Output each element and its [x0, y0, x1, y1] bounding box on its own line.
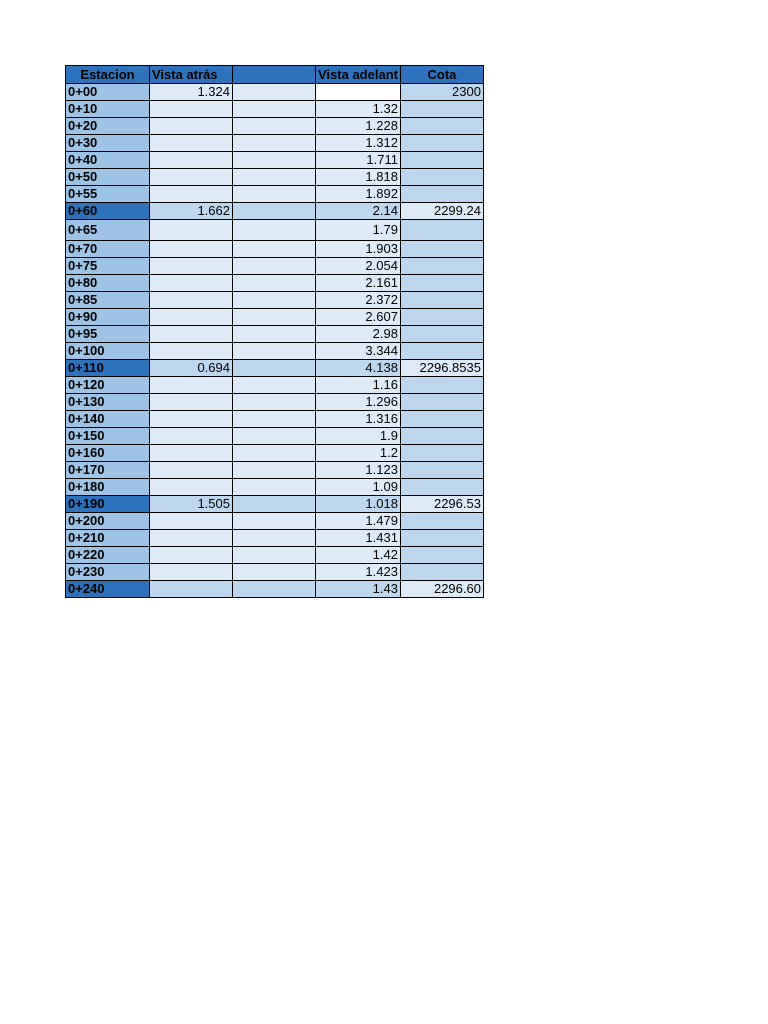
cell-vista-adelante[interactable]: 1.431 [316, 530, 401, 547]
table-row [66, 258, 484, 275]
cell-empty[interactable] [233, 547, 316, 564]
cell-vista-adelante[interactable]: 1.312 [316, 135, 401, 152]
cell-estacion[interactable]: 0+220 [66, 547, 150, 564]
cell-cota[interactable] [400, 292, 483, 309]
cell-empty[interactable] [233, 84, 316, 101]
cell-vista-adelante[interactable] [316, 84, 401, 101]
cell-vista-adelante[interactable]: 1.018 [316, 496, 401, 513]
table-row [66, 479, 484, 496]
table-row [66, 394, 484, 411]
cell-estacion[interactable]: 0+75 [66, 258, 150, 275]
cell-estacion[interactable]: 0+30 [66, 135, 150, 152]
cell-estacion[interactable]: 0+40 [66, 152, 150, 169]
cell-cota[interactable] [400, 513, 483, 530]
cell-cota[interactable] [400, 377, 483, 394]
cell-empty[interactable] [233, 169, 316, 186]
cell-vista-adelante[interactable]: 1.903 [316, 241, 401, 258]
cell-cota[interactable] [400, 135, 483, 152]
cell-vista-atras[interactable] [150, 169, 233, 186]
cell-estacion[interactable]: 0+240 [66, 581, 150, 598]
cell-cota[interactable]: 2296.60 [400, 581, 483, 598]
cell-empty[interactable] [233, 581, 316, 598]
cell-estacion[interactable]: 0+140 [66, 411, 150, 428]
cell-vista-atras[interactable] [150, 292, 233, 309]
cell-empty[interactable] [233, 479, 316, 496]
cell-vista-adelante[interactable]: 1.892 [316, 186, 401, 203]
cell-estacion[interactable]: 0+210 [66, 530, 150, 547]
cell-cota[interactable] [400, 118, 483, 135]
table-row [66, 411, 484, 428]
cell-cota[interactable] [400, 547, 483, 564]
cell-estacion[interactable]: 0+110 [66, 360, 150, 377]
cell-vista-adelante[interactable]: 1.09 [316, 479, 401, 496]
cell-estacion[interactable]: 0+170 [66, 462, 150, 479]
cell-vista-atras[interactable] [150, 258, 233, 275]
cell-vista-atras[interactable] [150, 377, 233, 394]
cell-cota[interactable]: 2300 [400, 84, 483, 101]
cell-estacion[interactable]: 0+200 [66, 513, 150, 530]
cell-estacion[interactable]: 0+95 [66, 326, 150, 343]
cell-empty[interactable] [233, 118, 316, 135]
cell-estacion[interactable]: 0+50 [66, 169, 150, 186]
cell-estacion[interactable]: 0+190 [66, 496, 150, 513]
cell-estacion[interactable]: 0+65 [66, 220, 150, 241]
cell-empty[interactable] [233, 513, 316, 530]
cell-vista-adelante[interactable]: 1.43 [316, 581, 401, 598]
table-row [66, 377, 484, 394]
cell-vista-adelante[interactable]: 2.98 [316, 326, 401, 343]
table-row [66, 513, 484, 530]
cell-cota[interactable] [400, 530, 483, 547]
cell-vista-adelante[interactable]: 1.711 [316, 152, 401, 169]
table-row [66, 101, 484, 118]
cell-estacion[interactable]: 0+90 [66, 309, 150, 326]
cell-vista-adelante[interactable]: 1.316 [316, 411, 401, 428]
cell-cota[interactable] [400, 394, 483, 411]
cell-vista-adelante[interactable]: 1.818 [316, 169, 401, 186]
cell-empty[interactable] [233, 292, 316, 309]
cell-cota[interactable] [400, 411, 483, 428]
cell-cota[interactable] [400, 564, 483, 581]
cell-vista-atras[interactable] [150, 186, 233, 203]
cell-vista-adelante[interactable]: 2.607 [316, 309, 401, 326]
cell-empty[interactable] [233, 462, 316, 479]
cell-empty[interactable] [233, 101, 316, 118]
cell-vista-atras[interactable] [150, 479, 233, 496]
cell-cota[interactable] [400, 152, 483, 169]
cell-estacion[interactable]: 0+10 [66, 101, 150, 118]
leveling-table [65, 65, 484, 598]
cell-cota[interactable] [400, 101, 483, 118]
cell-cota[interactable] [400, 428, 483, 445]
cell-cota[interactable] [400, 479, 483, 496]
cell-cota[interactable] [400, 343, 483, 360]
cell-empty[interactable] [233, 258, 316, 275]
cell-vista-adelante[interactable]: 1.2 [316, 445, 401, 462]
cell-estacion[interactable]: 0+55 [66, 186, 150, 203]
cell-vista-adelante[interactable]: 1.42 [316, 547, 401, 564]
cell-vista-atras[interactable] [150, 326, 233, 343]
cell-estacion[interactable]: 0+130 [66, 394, 150, 411]
cell-vista-atras[interactable] [150, 343, 233, 360]
cell-vista-atras[interactable]: 1.324 [150, 84, 233, 101]
cell-cota[interactable]: 2296.8535 [400, 360, 483, 377]
cell-vista-atras[interactable]: 1.662 [150, 203, 233, 220]
cell-empty[interactable] [233, 530, 316, 547]
cell-empty[interactable] [233, 377, 316, 394]
cell-vista-atras[interactable] [150, 428, 233, 445]
cell-cota[interactable] [400, 220, 483, 241]
cell-vista-atras[interactable] [150, 564, 233, 581]
header-empty[interactable] [233, 66, 316, 84]
table-row [66, 564, 484, 581]
cell-estacion[interactable]: 0+70 [66, 241, 150, 258]
cell-cota[interactable] [400, 169, 483, 186]
header-cota[interactable]: Cota [400, 66, 483, 84]
cell-vista-adelante[interactable]: 1.79 [316, 220, 401, 241]
cell-vista-atras[interactable] [150, 530, 233, 547]
header-vista-atras[interactable]: Vista atrás [150, 66, 233, 84]
cell-estacion[interactable]: 0+120 [66, 377, 150, 394]
cell-estacion[interactable]: 0+160 [66, 445, 150, 462]
cell-vista-atras[interactable] [150, 152, 233, 169]
cell-vista-atras[interactable] [150, 118, 233, 135]
cell-estacion[interactable]: 0+100 [66, 343, 150, 360]
cell-vista-atras[interactable]: 1.505 [150, 496, 233, 513]
cell-vista-atras[interactable] [150, 220, 233, 241]
table-row [66, 292, 484, 309]
cell-estacion[interactable]: 0+150 [66, 428, 150, 445]
cell-cota[interactable]: 2296.53 [400, 496, 483, 513]
cell-empty[interactable] [233, 326, 316, 343]
cell-empty[interactable] [233, 360, 316, 377]
cell-cota[interactable] [400, 186, 483, 203]
cell-estacion[interactable]: 0+180 [66, 479, 150, 496]
cell-estacion[interactable]: 0+85 [66, 292, 150, 309]
cell-vista-adelante[interactable]: 1.9 [316, 428, 401, 445]
cell-vista-adelante[interactable]: 2.054 [316, 258, 401, 275]
cell-estacion[interactable]: 0+00 [66, 84, 150, 101]
table-row [66, 326, 484, 343]
table-row [66, 496, 484, 513]
cell-empty[interactable] [233, 394, 316, 411]
cell-vista-atras[interactable] [150, 135, 233, 152]
cell-estacion[interactable]: 0+230 [66, 564, 150, 581]
cell-empty[interactable] [233, 564, 316, 581]
cell-empty[interactable] [233, 220, 316, 241]
cell-vista-atras[interactable] [150, 309, 233, 326]
cell-vista-adelante[interactable]: 1.423 [316, 564, 401, 581]
cell-empty[interactable] [233, 186, 316, 203]
cell-empty[interactable] [233, 275, 316, 292]
table-row [66, 343, 484, 360]
header-vista-adelante[interactable]: Vista adelant [316, 66, 401, 84]
cell-empty[interactable] [233, 152, 316, 169]
cell-cota[interactable] [400, 462, 483, 479]
cell-estacion[interactable]: 0+20 [66, 118, 150, 135]
cell-cota[interactable] [400, 258, 483, 275]
table-row [66, 581, 484, 598]
cell-vista-adelante[interactable]: 2.161 [316, 275, 401, 292]
cell-empty[interactable] [233, 411, 316, 428]
cell-vista-adelante[interactable]: 1.32 [316, 101, 401, 118]
table-row [66, 360, 484, 377]
cell-empty[interactable] [233, 428, 316, 445]
table-body [66, 84, 484, 598]
cell-vista-atras[interactable] [150, 513, 233, 530]
cell-vista-atras[interactable] [150, 241, 233, 258]
cell-vista-atras[interactable]: 0.694 [150, 360, 233, 377]
cell-vista-atras[interactable] [150, 394, 233, 411]
cell-vista-atras[interactable] [150, 411, 233, 428]
table-row [66, 241, 484, 258]
cell-vista-adelante[interactable]: 1.228 [316, 118, 401, 135]
cell-cota[interactable] [400, 309, 483, 326]
cell-empty[interactable] [233, 445, 316, 462]
table-row [66, 462, 484, 479]
table-row [66, 220, 484, 241]
cell-vista-adelante[interactable]: 1.479 [316, 513, 401, 530]
cell-empty[interactable] [233, 343, 316, 360]
cell-vista-adelante[interactable]: 1.296 [316, 394, 401, 411]
table-row [66, 428, 484, 445]
cell-vista-atras[interactable] [150, 581, 233, 598]
cell-empty[interactable] [233, 309, 316, 326]
cell-vista-atras[interactable] [150, 462, 233, 479]
cell-vista-atras[interactable] [150, 547, 233, 564]
cell-empty[interactable] [233, 241, 316, 258]
table-row [66, 152, 484, 169]
cell-vista-atras[interactable] [150, 101, 233, 118]
cell-estacion[interactable]: 0+80 [66, 275, 150, 292]
table-row [66, 309, 484, 326]
table-row [66, 84, 484, 101]
cell-vista-adelante[interactable]: 1.123 [316, 462, 401, 479]
table-row [66, 203, 484, 220]
cell-vista-atras[interactable] [150, 445, 233, 462]
cell-empty[interactable] [233, 496, 316, 513]
table-row [66, 135, 484, 152]
cell-vista-adelante[interactable]: 1.16 [316, 377, 401, 394]
header-estacion[interactable]: Estacion [66, 66, 150, 84]
cell-cota[interactable] [400, 326, 483, 343]
header-row [66, 66, 484, 84]
cell-vista-adelante[interactable]: 2.14 [316, 203, 401, 220]
cell-vista-adelante[interactable]: 4.138 [316, 360, 401, 377]
table-row [66, 169, 484, 186]
cell-vista-adelante[interactable]: 2.372 [316, 292, 401, 309]
cell-empty[interactable] [233, 203, 316, 220]
cell-empty[interactable] [233, 135, 316, 152]
cell-vista-adelante[interactable]: 3.344 [316, 343, 401, 360]
cell-estacion[interactable]: 0+60 [66, 203, 150, 220]
table-row [66, 445, 484, 462]
cell-cota[interactable] [400, 241, 483, 258]
table-row [66, 547, 484, 564]
table-row [66, 275, 484, 292]
cell-cota[interactable]: 2299.24 [400, 203, 483, 220]
table-row [66, 530, 484, 547]
table-row [66, 186, 484, 203]
table-row [66, 118, 484, 135]
cell-cota[interactable] [400, 275, 483, 292]
cell-cota[interactable] [400, 445, 483, 462]
cell-vista-atras[interactable] [150, 275, 233, 292]
